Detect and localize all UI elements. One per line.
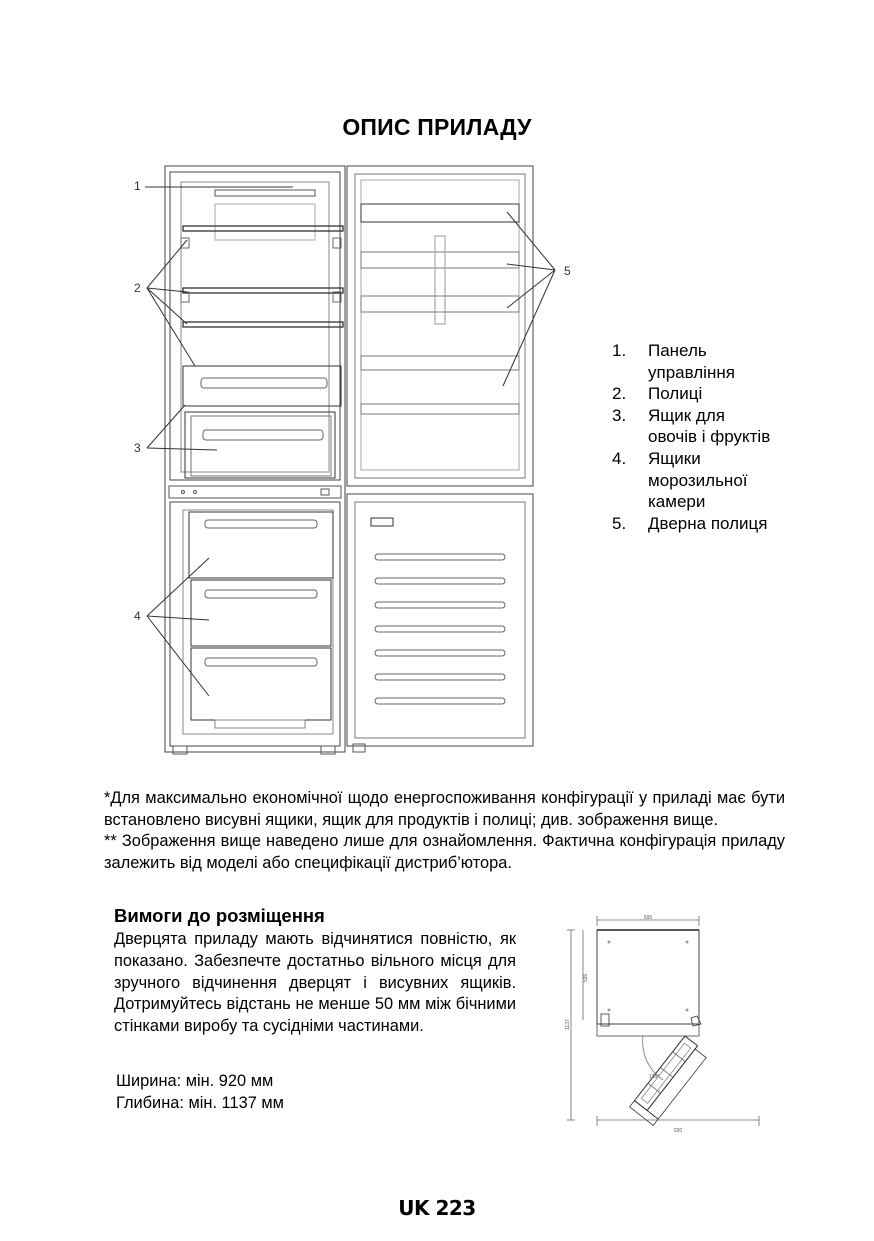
dimensions [116,1070,284,1114]
legend-number: 4. [612,448,627,468]
min-depth: Глибина: мін. 1137 мм [116,1094,284,1112]
notes [104,788,785,874]
legend-item [612,448,778,513]
plan-bottom-width: 920 [673,1128,683,1134]
page-title: ОПИС ПРИЛАДУ [342,114,532,140]
legend-number: 1. [612,341,627,360]
legend-item [612,405,778,448]
clearance-diagram [563,912,773,1142]
legend-text: Ящик для овочів і фруктів [648,405,771,447]
legend-text: Ящики морозильної камери [648,448,748,512]
fridge-illustration [125,160,565,760]
callout-2: 2 [134,281,141,295]
section-heading: Вимоги до розміщення [114,905,325,926]
callout-3: 3 [134,441,141,455]
page-number: UK 223 [398,1196,476,1220]
parts-legend [612,340,778,534]
callout-4: 4 [134,609,141,623]
plan-angle: 135° [649,1074,660,1080]
legend-text: Полиці [648,384,703,404]
legend-item [612,340,778,383]
legend-text: Дверна полиця [648,513,768,533]
legend-item [612,383,778,405]
plan-total-depth: 1137 [565,1019,571,1030]
plan-top-width: 595 [643,915,653,921]
plan-side-depth: 595 [583,973,589,982]
note-configuration: ** Зображення вище наведено лише для ознайомлення. Фактична конфігурація приладу залежить від моделі або специфікації дистриб’ютора. [104,832,785,872]
min-width: Ширина: мін. 920 мм [116,1072,274,1090]
legend-item [612,513,778,535]
placement-text: Дверцята приладу мають відчинятися повністю, як показано. Забезпечте достатньо вільного місця для зручного відчинення дверцят і висувних ящиків. Дотримуйтесь відстань не менше 50 мм між бічними стінками виробу та сусідніми частинами. [114,930,516,1036]
legend-number: 5. [612,513,627,533]
callout-1: 1 [134,179,141,193]
callout-5: 5 [564,264,571,278]
legend-number: 3. [612,405,627,425]
legend-text: Панель управління [648,341,735,382]
note-energy: *Для максимально економічної щодо енергоспоживання конфігурації у приладі має бути встановлено висувні ящики, ящик для продуктів і полиці; див. зображення вище. [104,789,785,829]
legend-number: 2. [612,384,627,404]
